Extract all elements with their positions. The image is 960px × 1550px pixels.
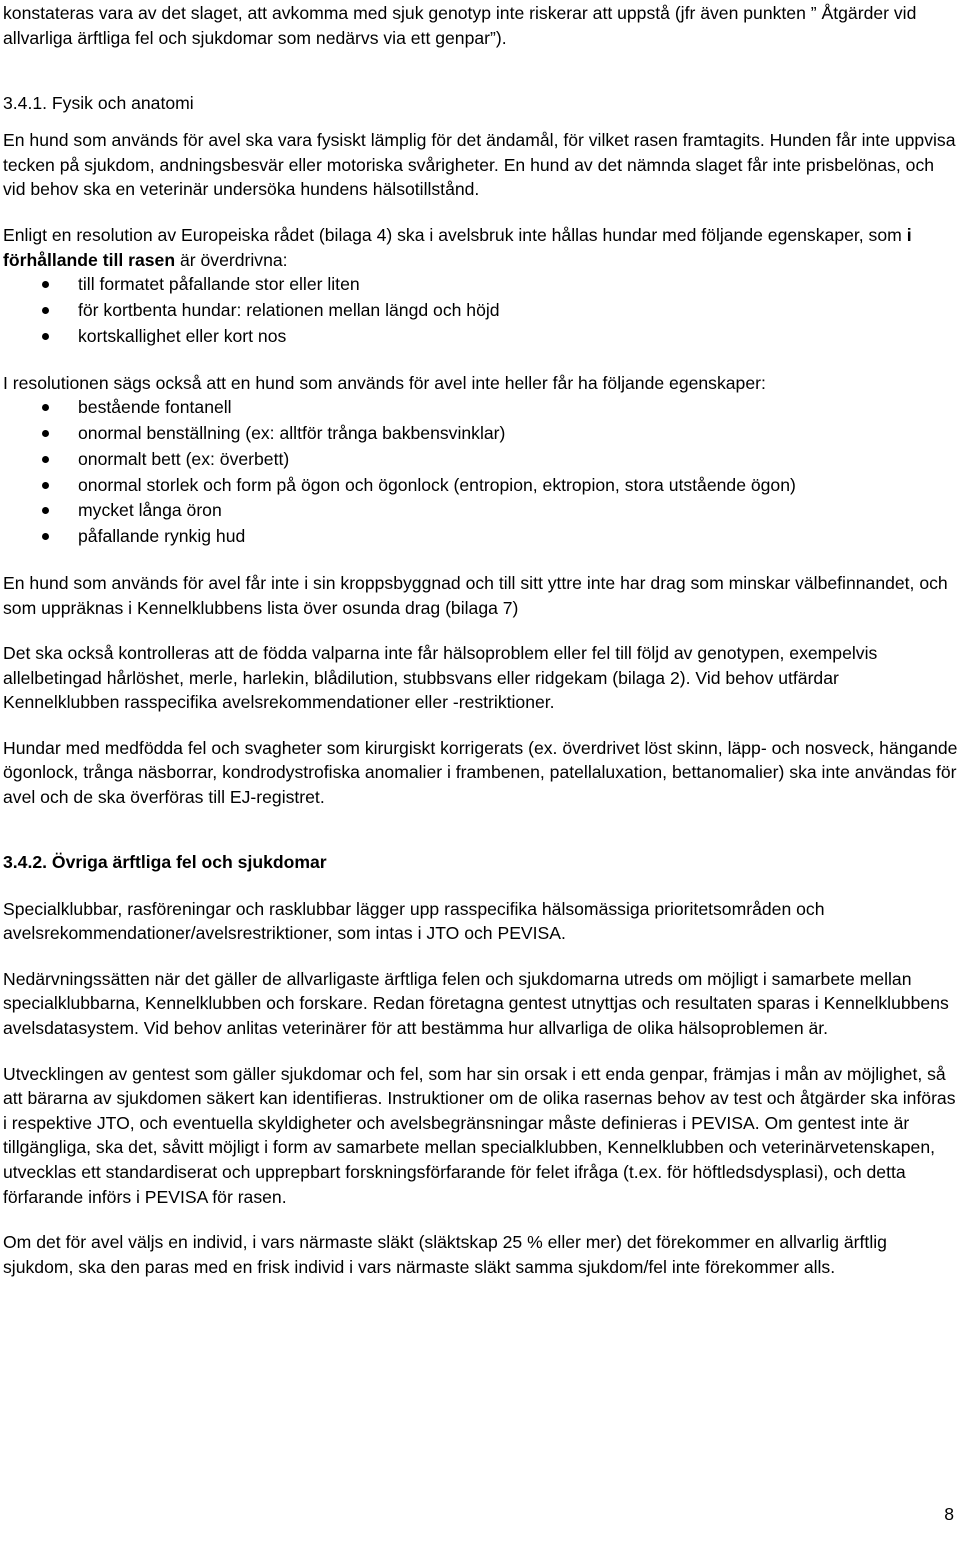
paragraph-genotype-control: Det ska också kontrolleras att de födda valparna inte får hälsoproblem eller fel till följd av genotypen, exempelvis allelbetingad hårlöshet, merle, harlekin, blådilution, stubbsvans eller ridgekam (bilaga 2). Vid behov utfärdar Kennelklubben rasspecifika avelsrekommendationer eller -restriktioner. xyxy=(3,643,878,713)
paragraph-resolution-2: I resolutionen sägs också att en hund som används för avel inte heller får ha följande egenskaper: xyxy=(3,372,766,393)
list-item xyxy=(3,272,958,298)
paragraph-osunda-drag: En hund som används för avel får inte i sin kroppsbyggnad och till sitt yttre inte har drag som minskar välbefinnandet, och som uppräknas i Kennelklubbens lista över osunda drag (bilaga 7) xyxy=(3,572,948,618)
section-number: 3.4.1. xyxy=(3,93,48,114)
intro-paragraph: konstateras vara av det slaget, att avkomma med sjuk genotyp inte riskerar att uppstå (jfr även punkten ” Åtgärder vid allvarliga ärftliga fel och sjukdomar som nedärvs via ett genpar”). xyxy=(3,3,917,48)
list-item-text: påfallande rynkig hud xyxy=(78,526,246,547)
section-heading-fysik xyxy=(3,91,958,115)
bullet-icon xyxy=(42,430,49,437)
paragraph-gentest: Utvecklingen av gentest som gäller sjukdomar och fel, som har sin orsak i ett enda genpar, främjas i mån av möjlighet, så att bärarna av sjukdomen säkert kan identifieras. Instruktioner om de olika rasernas behov av test och åtgärder ska införas i respektive JTO, och eventuella skyldigheter och avelsbegränsningar måste definieras i PEVISA. Om gentest inte är tillgängliga, ska det, såvitt möjligt i form av samarbete mellan specialklubben, Kennelklubben och veterinärvetenskapen, utvecklas ett standardiserat och upprepbart forskningsförfarande för felet ifråga (t.ex. för höftledsdysplasi), och detta förfarande införs i PEVISA för rasen. xyxy=(3,1063,956,1207)
bullet-icon xyxy=(42,533,49,540)
paragraph-fysik-1: En hund som används för avel ska vara fysiskt lämplig för det ändamål, för vilket rasen framtagits. Hunden får inte uppvisa tecken på sjukdom, andningsbesvär eller motoriska svårigheter. En hund av det nämnda slaget får inte prisbelönas, och vid behov ska en veterinär undersöka hundens hälsotillstånd. xyxy=(3,130,956,200)
list-item-text: för kortbenta hundar: relationen mellan längd och höjd xyxy=(78,299,500,320)
bullet-icon xyxy=(42,281,49,288)
list-item xyxy=(3,524,958,550)
list-item xyxy=(3,395,958,421)
list-item xyxy=(3,473,958,499)
list-item-text: onormal storlek och form på ögon och ögonlock (entropion, ektropion, stora utstående ögon) xyxy=(78,474,796,495)
list-item xyxy=(3,498,958,524)
paragraph-specialklubbar: Specialklubbar, rasföreningar och rasklubbar lägger upp rasspecifika hälsomässiga prioritetsområden och avelsrekommendationer/avelsrestriktioner, som intas i JTO och PEVISA. xyxy=(3,898,825,944)
paragraph-slaktskap: Om det för avel väljs en individ, i vars närmaste släkt (släktskap 25 % eller mer) det förekommer en allvarlig ärftlig sjukdom, ska den paras med en frisk individ i vars närmaste släkt samma sjukdom/fel inte förekommer alls. xyxy=(3,1232,887,1277)
list-item xyxy=(3,447,958,473)
list-item-text: till formatet påfallande stor eller liten xyxy=(78,274,360,295)
list-item xyxy=(3,421,958,447)
bullet-icon xyxy=(42,333,49,340)
section-heading-ovriga: 3.4.2. Övriga ärftliga fel och sjukdomar xyxy=(3,851,327,872)
document-page xyxy=(3,0,958,1279)
bullet-icon xyxy=(42,456,49,463)
paragraph-ej-registret: Hundar med medfödda fel och svagheter som kirurgiskt korrigerats (ex. överdrivet löst skinn, läpp- och nosveck, hängande ögonlock, trånga näsborrar, kondrodystrofiska anomalier i frambenen, patellaluxation, bettanomalier) ska inte användas för avel och de ska överföras till EJ-registret. xyxy=(3,737,958,808)
list-item-text: bestående fontanell xyxy=(78,397,232,418)
list-item-text: kortskallighet eller kort nos xyxy=(78,325,287,346)
paragraph-nedarvning: Nedärvningssätten när det gäller de allvarligaste ärftliga felen och sjukdomarna utreds om möjligt i samarbete mellan specialklubbarna, Kennelklubben och forskare. Redan företagna gentest utnyttjas och resultaten sparas i Kennelklubbens avelsdatasystem. Vid behov anlitas veterinärer för att bestämma hur allvarliga de olika hälsoproblemen är. xyxy=(3,968,949,1039)
list-item-text: onormalt bett (ex: överbett) xyxy=(78,448,290,469)
list-item-text: onormal benställning (ex: alltför trånga bakbensvinklar) xyxy=(78,422,506,443)
list-item-text: mycket långa öron xyxy=(78,500,222,521)
paragraph-resolution xyxy=(3,223,958,272)
bullet-icon xyxy=(42,507,49,514)
section-title: Fysik och anatomi xyxy=(51,93,194,114)
bullet-icon xyxy=(42,482,49,489)
list-item xyxy=(3,324,958,350)
resolution-emphasis: i förhållande till rasen xyxy=(3,224,912,270)
list-item xyxy=(3,298,958,324)
resolution-text-end: är överdrivna: xyxy=(175,249,288,270)
page-number: 8 xyxy=(944,1504,954,1524)
bullet-icon xyxy=(42,404,49,411)
excluded-traits-list xyxy=(3,395,958,550)
overdriven-traits-list xyxy=(3,272,958,349)
resolution-text-start: Enligt en resolution av Europeiska rådet (bilaga 4) ska i avelsbruk inte hållas hundar med följande egenskaper, som xyxy=(3,224,907,245)
bullet-icon xyxy=(42,307,49,314)
